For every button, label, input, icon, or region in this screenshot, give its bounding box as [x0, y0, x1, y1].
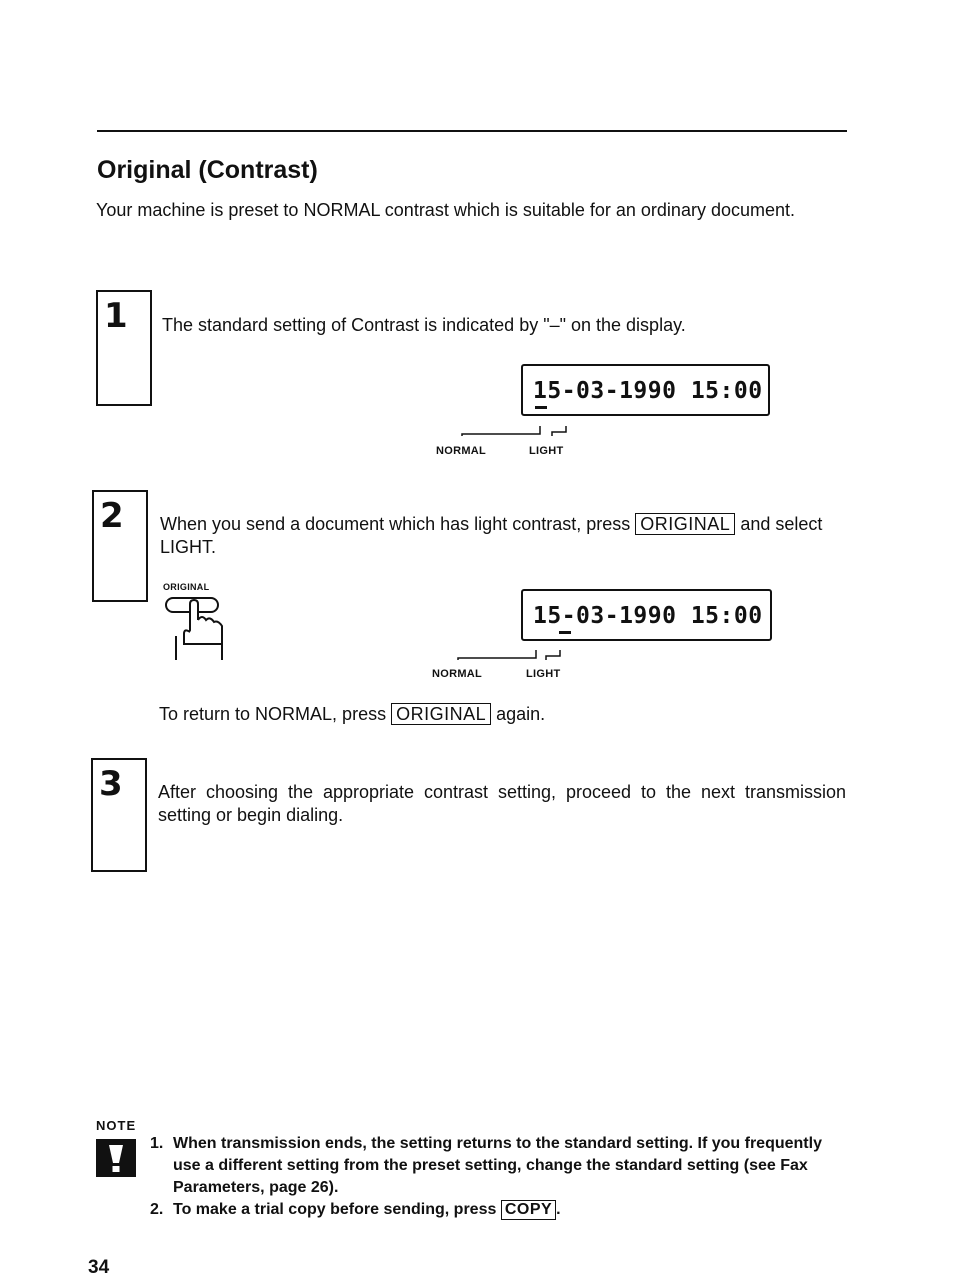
- page-number: 34: [88, 1257, 110, 1278]
- contrast-indicator-brackets: [440, 420, 580, 444]
- lcd-display-step-1: [521, 364, 770, 416]
- note-item-number: 2.: [150, 1201, 164, 1218]
- page-title: Original (Contrast): [97, 156, 318, 184]
- step-2-box: [92, 490, 148, 602]
- lcd-readout: 15-03-1990 15:00: [533, 378, 763, 404]
- top-rule: [97, 130, 847, 132]
- step-1-number: 1: [104, 296, 128, 336]
- note-item-2: [150, 1199, 850, 1221]
- original-key[interactable]: ORIGINAL: [391, 703, 491, 725]
- step-2-text: [160, 513, 850, 559]
- contrast-indicator-brackets: [440, 644, 580, 668]
- label-light: LIGHT: [529, 445, 564, 457]
- note-item-text: When transmission ends, the setting returns to the standard setting. If you frequently use a different setting from the preset setting, change the standard setting (see Fax Parameters, page 26).: [173, 1135, 822, 1196]
- note-label: NOTE: [96, 1118, 137, 1133]
- lcd-readout: 15-03-1990 15:00: [533, 603, 763, 629]
- intro-paragraph: Your machine is preset to NORMAL contrast which is suitable for an ordinary document.: [96, 200, 795, 220]
- contrast-cursor: [535, 406, 547, 409]
- original-button-caption: ORIGINAL: [163, 582, 210, 592]
- contrast-cursor: [559, 631, 571, 634]
- copy-key[interactable]: COPY: [501, 1200, 556, 1220]
- note-item-text-after: .: [556, 1201, 561, 1218]
- step-2-text-after: and select LIGHT.: [160, 514, 823, 557]
- exclamation-icon: [96, 1139, 136, 1177]
- finger-press-icon: [160, 592, 250, 664]
- step-2-number: 2: [100, 496, 124, 536]
- label-normal: NORMAL: [436, 445, 487, 457]
- label-normal: NORMAL: [432, 668, 483, 680]
- step-2-text-before: When you send a document which has light contrast, press: [160, 514, 631, 534]
- step-3-number: 3: [99, 764, 123, 804]
- return-text-after: again.: [496, 704, 546, 724]
- lcd-display-step-2: [521, 589, 772, 641]
- step-1-box: [96, 290, 152, 406]
- step-1-text: The standard setting of Contrast is indicated by "–" on the display.: [162, 315, 686, 335]
- note-item-text-before: To make a trial copy before sending, press: [173, 1201, 497, 1218]
- return-instruction: [159, 703, 849, 726]
- note-list: [150, 1133, 850, 1221]
- step-3-box: [91, 758, 147, 872]
- note-item-number: 1.: [150, 1135, 164, 1152]
- step-3-text: After choosing the appropriate contrast setting, proceed to the next transmission setting or begin dialing.: [158, 782, 846, 825]
- label-light: LIGHT: [526, 668, 561, 680]
- return-text-before: To return to NORMAL, press: [159, 704, 387, 724]
- note-item-1: [150, 1133, 850, 1199]
- original-key[interactable]: ORIGINAL: [635, 513, 735, 535]
